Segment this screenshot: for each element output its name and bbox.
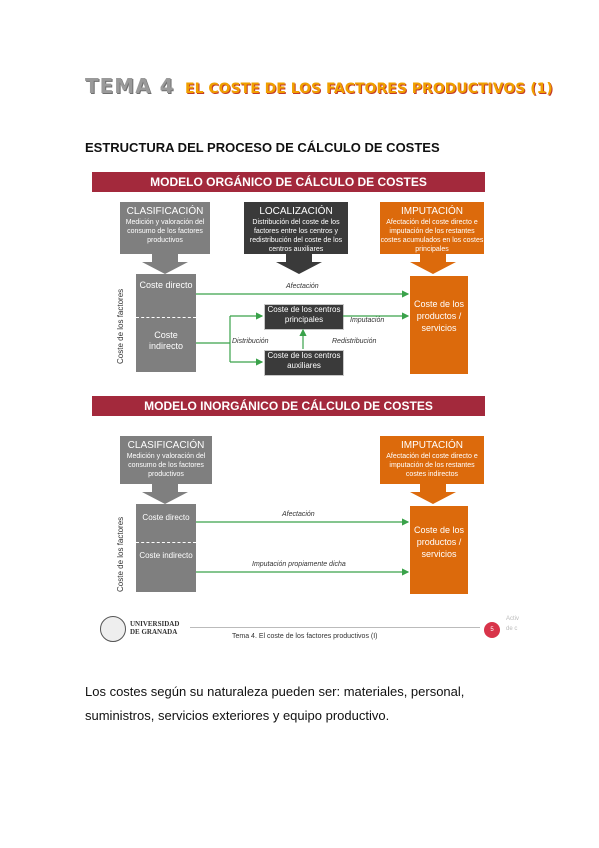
imputacion-text: Afectación del coste directo e imputación de los restantes costes acumulados en los costes principales [380,219,484,253]
university-name: UNIVERSIDAD DE GRANADA [130,620,180,636]
box-centros-auxiliares: Coste de los centros auxiliares [264,350,344,376]
coste-directo-label-2: Coste directo [142,513,190,522]
flow-arrows-inorganic [92,396,496,602]
banner-organic: MODELO ORGÁNICO DE CÁLCULO DE COSTES [92,172,485,192]
clasificacion-title-2: CLASIFICACIÓN [127,440,205,451]
tema-label: TEMA 4 [85,74,175,98]
section-heading: ESTRUCTURA DEL PROCESO DE CÁLCULO DE COSTES [85,140,440,155]
page-title [85,74,553,98]
coste-indirecto-label: Coste indirecto [148,330,184,351]
tema-subtitle: EL COSTE DE LOS FACTORES PRODUCTIVOS (1) [185,81,553,97]
banner-inorganic: MODELO INORGÁNICO DE CÁLCULO DE COSTES [92,396,485,416]
clasificacion-text: Medición y valoración del consumo de los factores productivos [125,219,205,244]
coste-indirecto-label-2: Coste indirecto [139,551,193,560]
body-paragraph: Los costes según su naturaleza pueden ser: materiales, personal, suministros, servicios exteriores y equipo productivo. [85,684,465,723]
localizacion-title: LOCALIZACIÓN [259,206,333,217]
label-distribucion: Distribución [232,338,269,345]
slide-inorganic-model [92,396,496,602]
box-centros-principales: Coste de los centros principales [264,304,344,330]
slide-organic-model [92,172,496,384]
side-watermark-text: Activ de c [506,616,520,632]
page-number-badge: 5 [484,622,500,638]
coste-productos-label-2: Coste de los productos / servicios [413,525,465,559]
coste-productos-label: Coste de los productos / servicios [413,299,465,333]
vertical-label-factores-2: Coste de los factores [116,516,125,592]
footer-caption: Tema 4. El coste de los factores productivos (I) [232,633,378,640]
clasificacion-title: CLASIFICACIÓN [126,206,204,217]
label-afectacion-2: Afectación [282,511,315,518]
university-crest-icon [100,616,126,642]
label-imputacion: Imputación [350,317,385,324]
imputacion-title: IMPUTACIÓN [400,206,464,217]
footer-rule [190,627,480,628]
imputacion-text-2: Afectación del coste directo e imputación de los restantes costes indirectos [386,453,478,478]
label-redistribucion: Redistribución [332,338,377,345]
clasificacion-text-2: Medición y valoración del consumo de los factores productivos [126,453,206,478]
vertical-label-factores: Coste de los factores [116,288,125,364]
localizacion-text: Distribución del coste de los factores entre los centros y redistribución del coste de los centros auxiliares [249,219,343,253]
imputacion-title-2: IMPUTACIÓN [400,440,464,451]
label-imputacion-propiamente: Imputación propiamente dicha [252,561,346,568]
flow-arrows-organic [92,172,496,384]
label-afectacion: Afectación [286,283,319,290]
coste-directo-label: Coste directo [139,280,193,290]
